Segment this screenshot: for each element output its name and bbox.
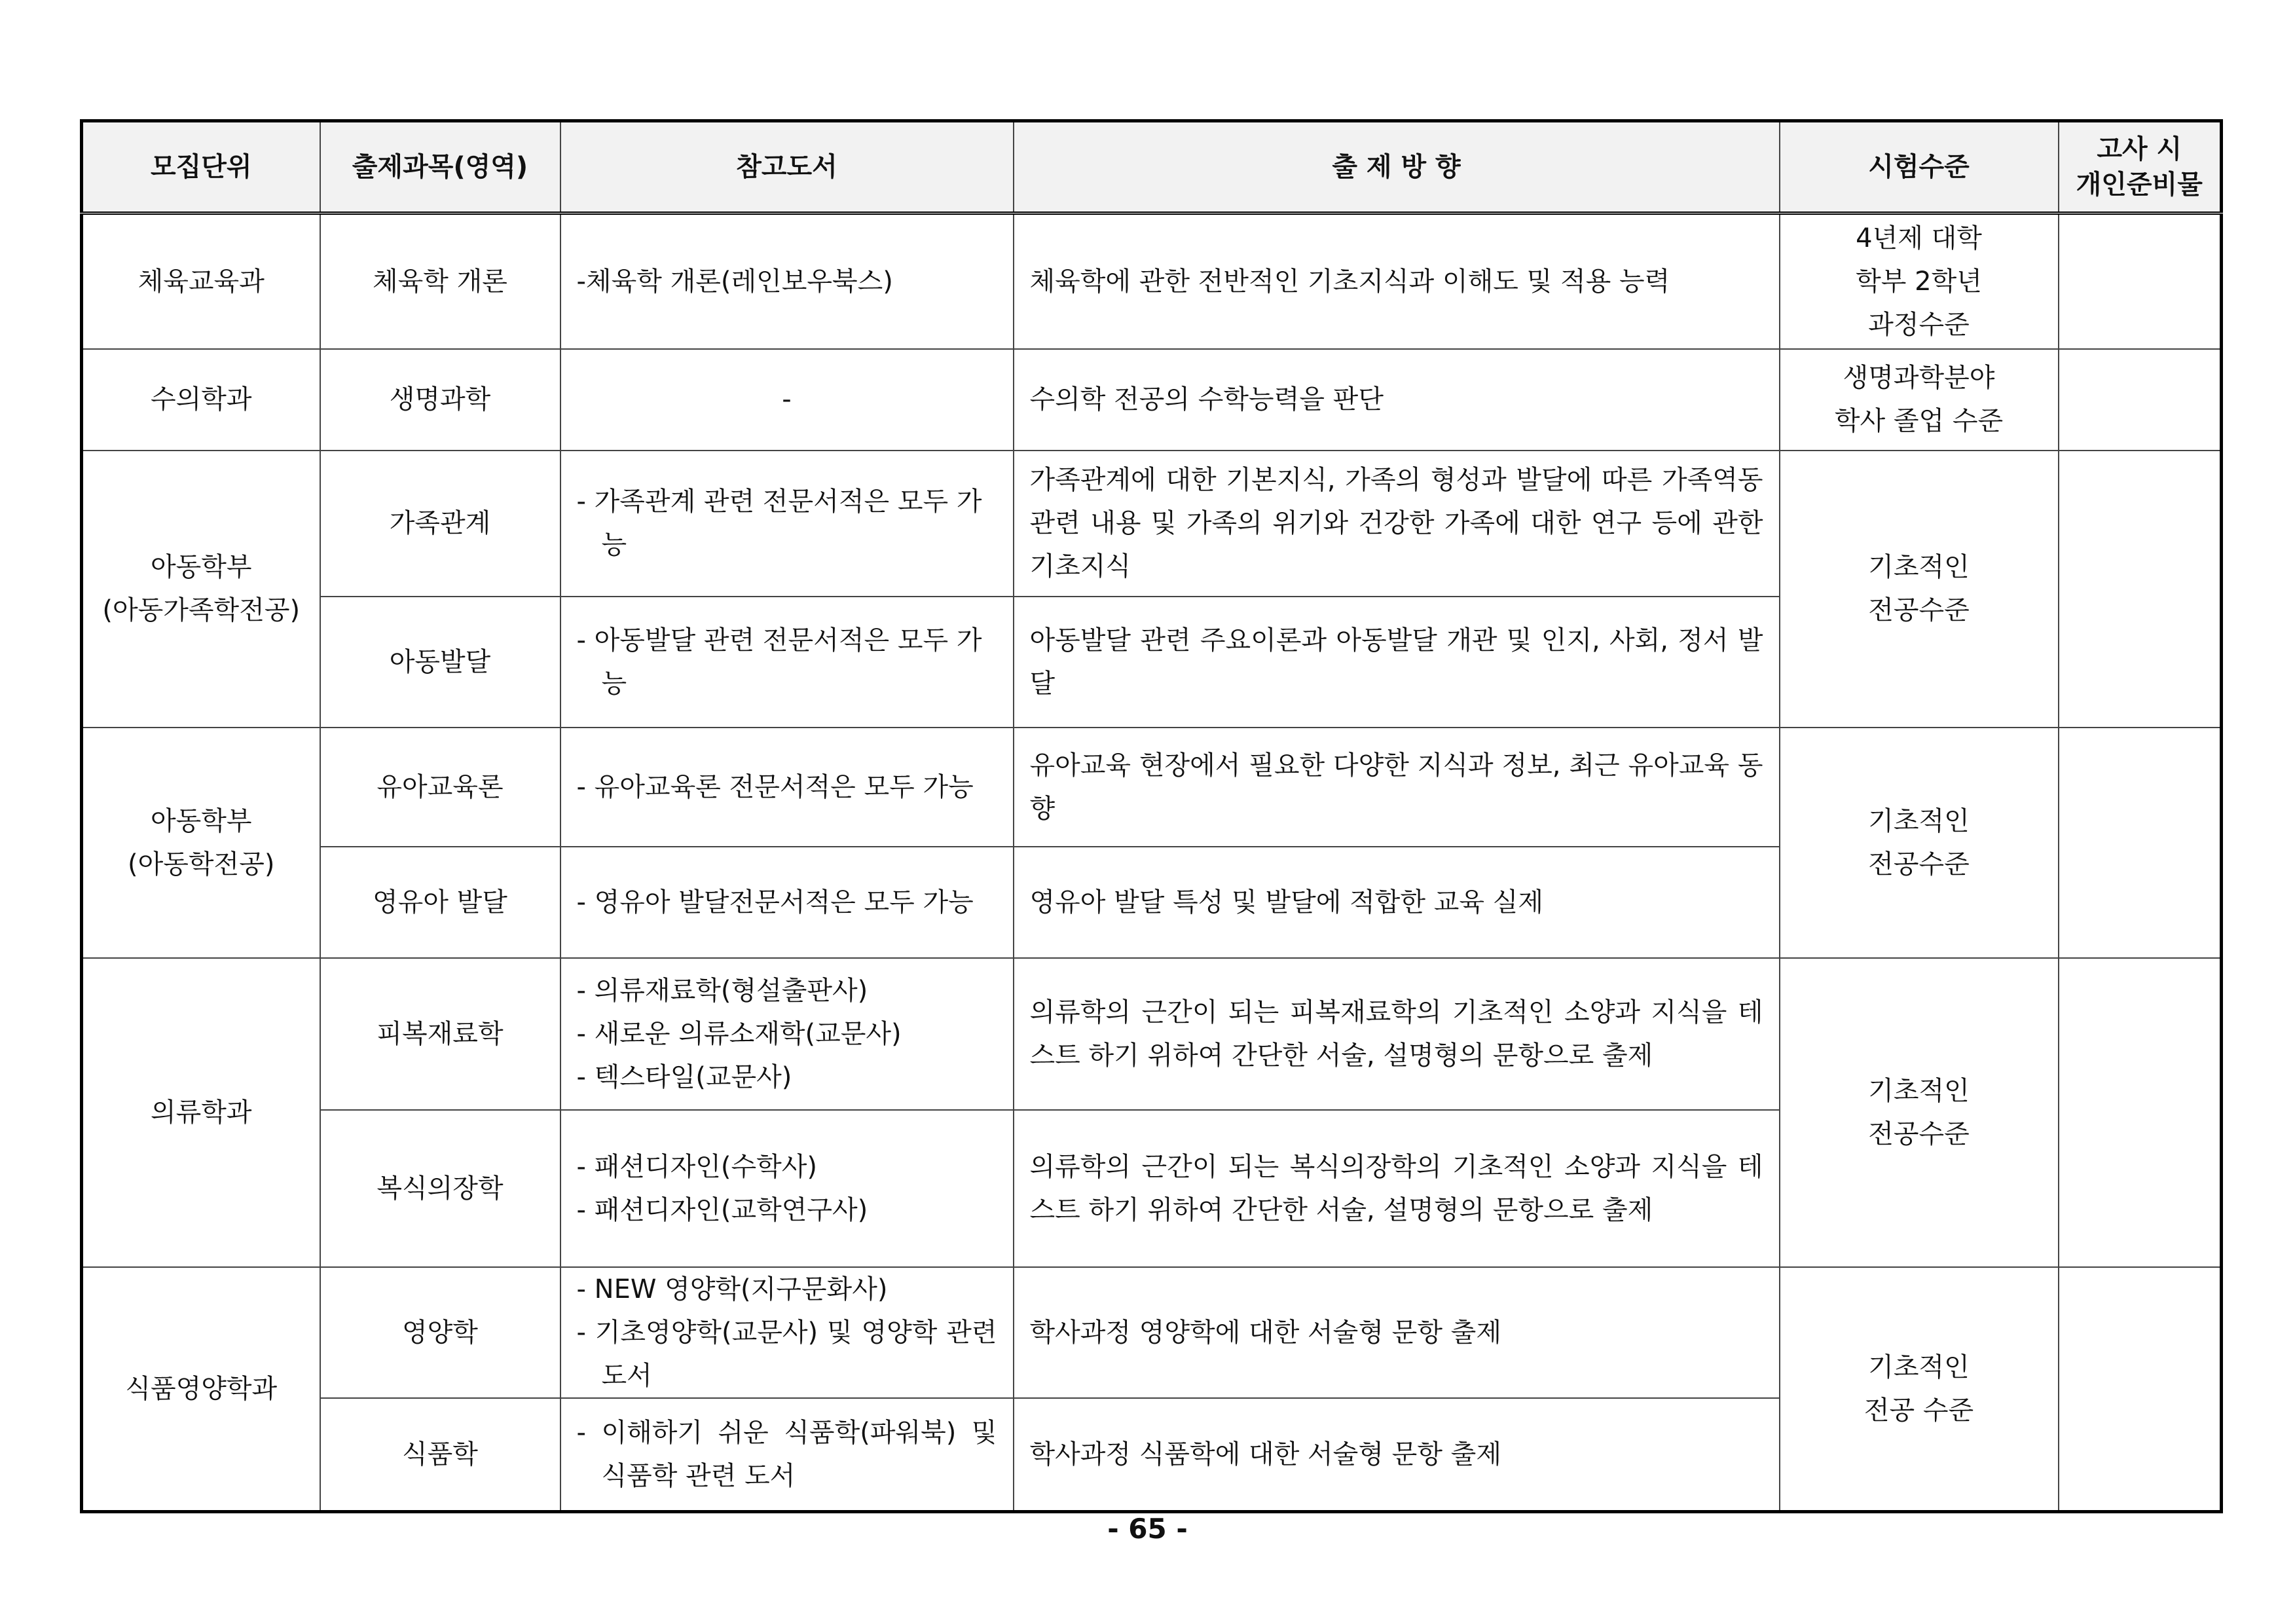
supplies-cell [2059, 1267, 2222, 1512]
book-item: - 가족관계 관련 전문서적은 모두 가능 [576, 487, 982, 560]
subject-cell: 영유아 발달 [320, 847, 560, 958]
book-item: - 아동발달 관련 전문서적은 모두 가능 [576, 625, 982, 699]
book-item: - 새로운 의류소재학(교문사) [576, 1018, 902, 1049]
recruit-unit-cell: 체육교육과 [82, 213, 320, 349]
header-exam-level: 시험수준 [1780, 121, 2059, 213]
subject-cell: 복식의장학 [320, 1110, 560, 1267]
header-recruit-unit: 모집단위 [82, 121, 320, 213]
supplies-cell [2059, 349, 2222, 451]
subject-cell: 피복재료학 [320, 958, 560, 1110]
subject-cell: 식품학 [320, 1398, 560, 1512]
level-cell: 생명과학분야 학사 졸업 수준 [1780, 349, 2059, 451]
direction-cell: 학사과정 영양학에 대한 서술형 문항 출제 [1014, 1267, 1780, 1398]
direction-cell: 유아교육 현장에서 필요한 다양한 지식과 정보, 최근 유아교육 동향 [1014, 728, 1780, 847]
books-cell [560, 1267, 1014, 1398]
book-item: - 텍스타일(교문사) [576, 1061, 792, 1092]
direction-cell: 의류학의 근간이 되는 피복재료학의 기초적인 소양과 지식을 테스트 하기 위하여 간단한 서술, 설명형의 문항으로 출제 [1014, 958, 1780, 1110]
table-row [82, 1267, 2222, 1398]
book-item: - 유아교육론 전문서적은 모두 가능 [576, 771, 974, 802]
table-row [82, 728, 2222, 847]
books-cell [560, 958, 1014, 1110]
recruit-unit-cell: 식품영양학과 [82, 1267, 320, 1512]
page-number: - 65 - [1107, 1513, 1188, 1545]
books-cell: - [560, 349, 1014, 451]
book-item: - 영유아 발달전문서적은 모두 가능 [576, 887, 974, 917]
table-row [82, 451, 2222, 597]
subject-cell: 생명과학 [320, 349, 560, 451]
direction-cell: 영유아 발달 특성 및 발달에 적합한 교육 실제 [1014, 847, 1780, 958]
book-item: - 의류재료학(형설출판사) [576, 975, 868, 1006]
subject-cell: 체육학 개론 [320, 213, 560, 349]
books-cell [560, 451, 1014, 597]
level-cell: 기초적인 전공 수준 [1780, 1267, 2059, 1512]
supplies-cell [2059, 958, 2222, 1267]
exam-info-table [80, 119, 2223, 1513]
table-row [82, 213, 2222, 349]
subject-cell: 유아교육론 [320, 728, 560, 847]
books-cell [560, 728, 1014, 847]
header-subject: 출제과목(영역) [320, 121, 560, 213]
level-cell: 4년제 대학 학부 2학년 과정수준 [1780, 213, 2059, 349]
supplies-cell [2059, 451, 2222, 728]
direction-cell: 체육학에 관한 전반적인 기초지식과 이해도 및 적용 능력 [1014, 213, 1780, 349]
table-row [82, 349, 2222, 451]
subject-cell: 아동발달 [320, 597, 560, 728]
book-item: - NEW 영양학(지구문화사) [576, 1274, 888, 1304]
table-header-row [82, 121, 2222, 213]
book-item: - 기초영양학(교문사) 및 영양학 관련 도서 [576, 1317, 997, 1391]
book-item: - 패션디자인(수학사) [576, 1151, 817, 1182]
books-cell [560, 847, 1014, 958]
books-cell [560, 1398, 1014, 1512]
supplies-cell [2059, 728, 2222, 958]
level-cell: 기초적인 전공수준 [1780, 958, 2059, 1267]
direction-cell: 학사과정 식품학에 대한 서술형 문항 출제 [1014, 1398, 1780, 1512]
books-cell: -체육학 개론(레인보우북스) [560, 213, 1014, 349]
supplies-cell [2059, 213, 2222, 349]
direction-cell: 수의학 전공의 수학능력을 판단 [1014, 349, 1780, 451]
books-cell [560, 597, 1014, 728]
direction-cell: 아동발달 관련 주요이론과 아동발달 개관 및 인지, 사회, 정서 발달 [1014, 597, 1780, 728]
recruit-unit-cell: 아동학부 (아동학전공) [82, 728, 320, 958]
header-personal-supplies: 고사 시 개인준비물 [2059, 121, 2222, 213]
recruit-unit-cell: 의류학과 [82, 958, 320, 1267]
direction-cell: 가족관계에 대한 기본지식, 가족의 형성과 발달에 따른 가족역동관련 내용 및 가족의 위기와 건강한 가족에 대한 연구 등에 관한 기초지식 [1014, 451, 1780, 597]
recruit-unit-cell: 아동학부 (아동가족학전공) [82, 451, 320, 728]
books-cell [560, 1110, 1014, 1267]
level-cell: 기초적인 전공수준 [1780, 728, 2059, 958]
subject-cell: 가족관계 [320, 451, 560, 597]
subject-cell: 영양학 [320, 1267, 560, 1398]
header-direction: 출 제 방 향 [1014, 121, 1780, 213]
recruit-unit-cell: 수의학과 [82, 349, 320, 451]
book-item: - 패션디자인(교학연구사) [576, 1194, 868, 1225]
level-cell: 기초적인 전공수준 [1780, 451, 2059, 728]
direction-cell: 의류학의 근간이 되는 복식의장학의 기초적인 소양과 지식을 테스트 하기 위하여 간단한 서술, 설명형의 문항으로 출제 [1014, 1110, 1780, 1267]
table-row [82, 958, 2222, 1110]
book-item: - 이해하기 쉬운 식품학(파워북) 및 식품학 관련 도서 [576, 1417, 997, 1491]
header-reference-books: 참고도서 [560, 121, 1014, 213]
